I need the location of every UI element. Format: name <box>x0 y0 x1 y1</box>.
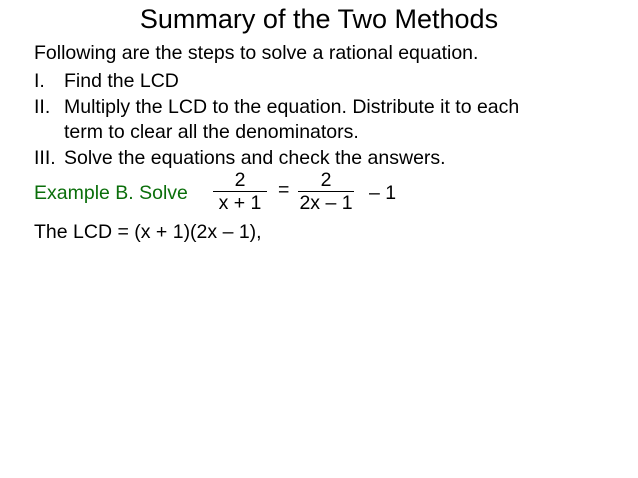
equals-sign: = <box>278 179 290 201</box>
fraction-2-numerator: 2 <box>320 169 332 191</box>
minus-one: – 1 <box>369 182 397 204</box>
step-2-continuation: term to clear all the denominators. <box>64 121 359 143</box>
fraction-2-denominator: 2x – 1 <box>299 192 353 214</box>
step-text: Multiply the LCD to the equation. Distribute it to each <box>64 96 520 118</box>
fraction-1 <box>213 170 267 213</box>
step-text: Solve the equations and check the answers. <box>64 147 446 169</box>
fraction-1-numerator: 2 <box>234 169 246 191</box>
example-label: Example B. Solve <box>34 182 188 204</box>
slide-title: Summary of the Two Methods <box>139 4 499 34</box>
fraction-2 <box>298 170 354 213</box>
step-marker: III. <box>34 147 56 169</box>
lcd-line: The LCD = (x + 1)(2x – 1), <box>34 221 262 243</box>
step-text: Find the LCD <box>64 70 179 92</box>
fraction-1-denominator: x + 1 <box>218 192 262 214</box>
step-marker: II. <box>34 96 51 118</box>
intro-text: Following are the steps to solve a rational equation. <box>34 42 479 64</box>
step-marker: I. <box>34 70 45 92</box>
